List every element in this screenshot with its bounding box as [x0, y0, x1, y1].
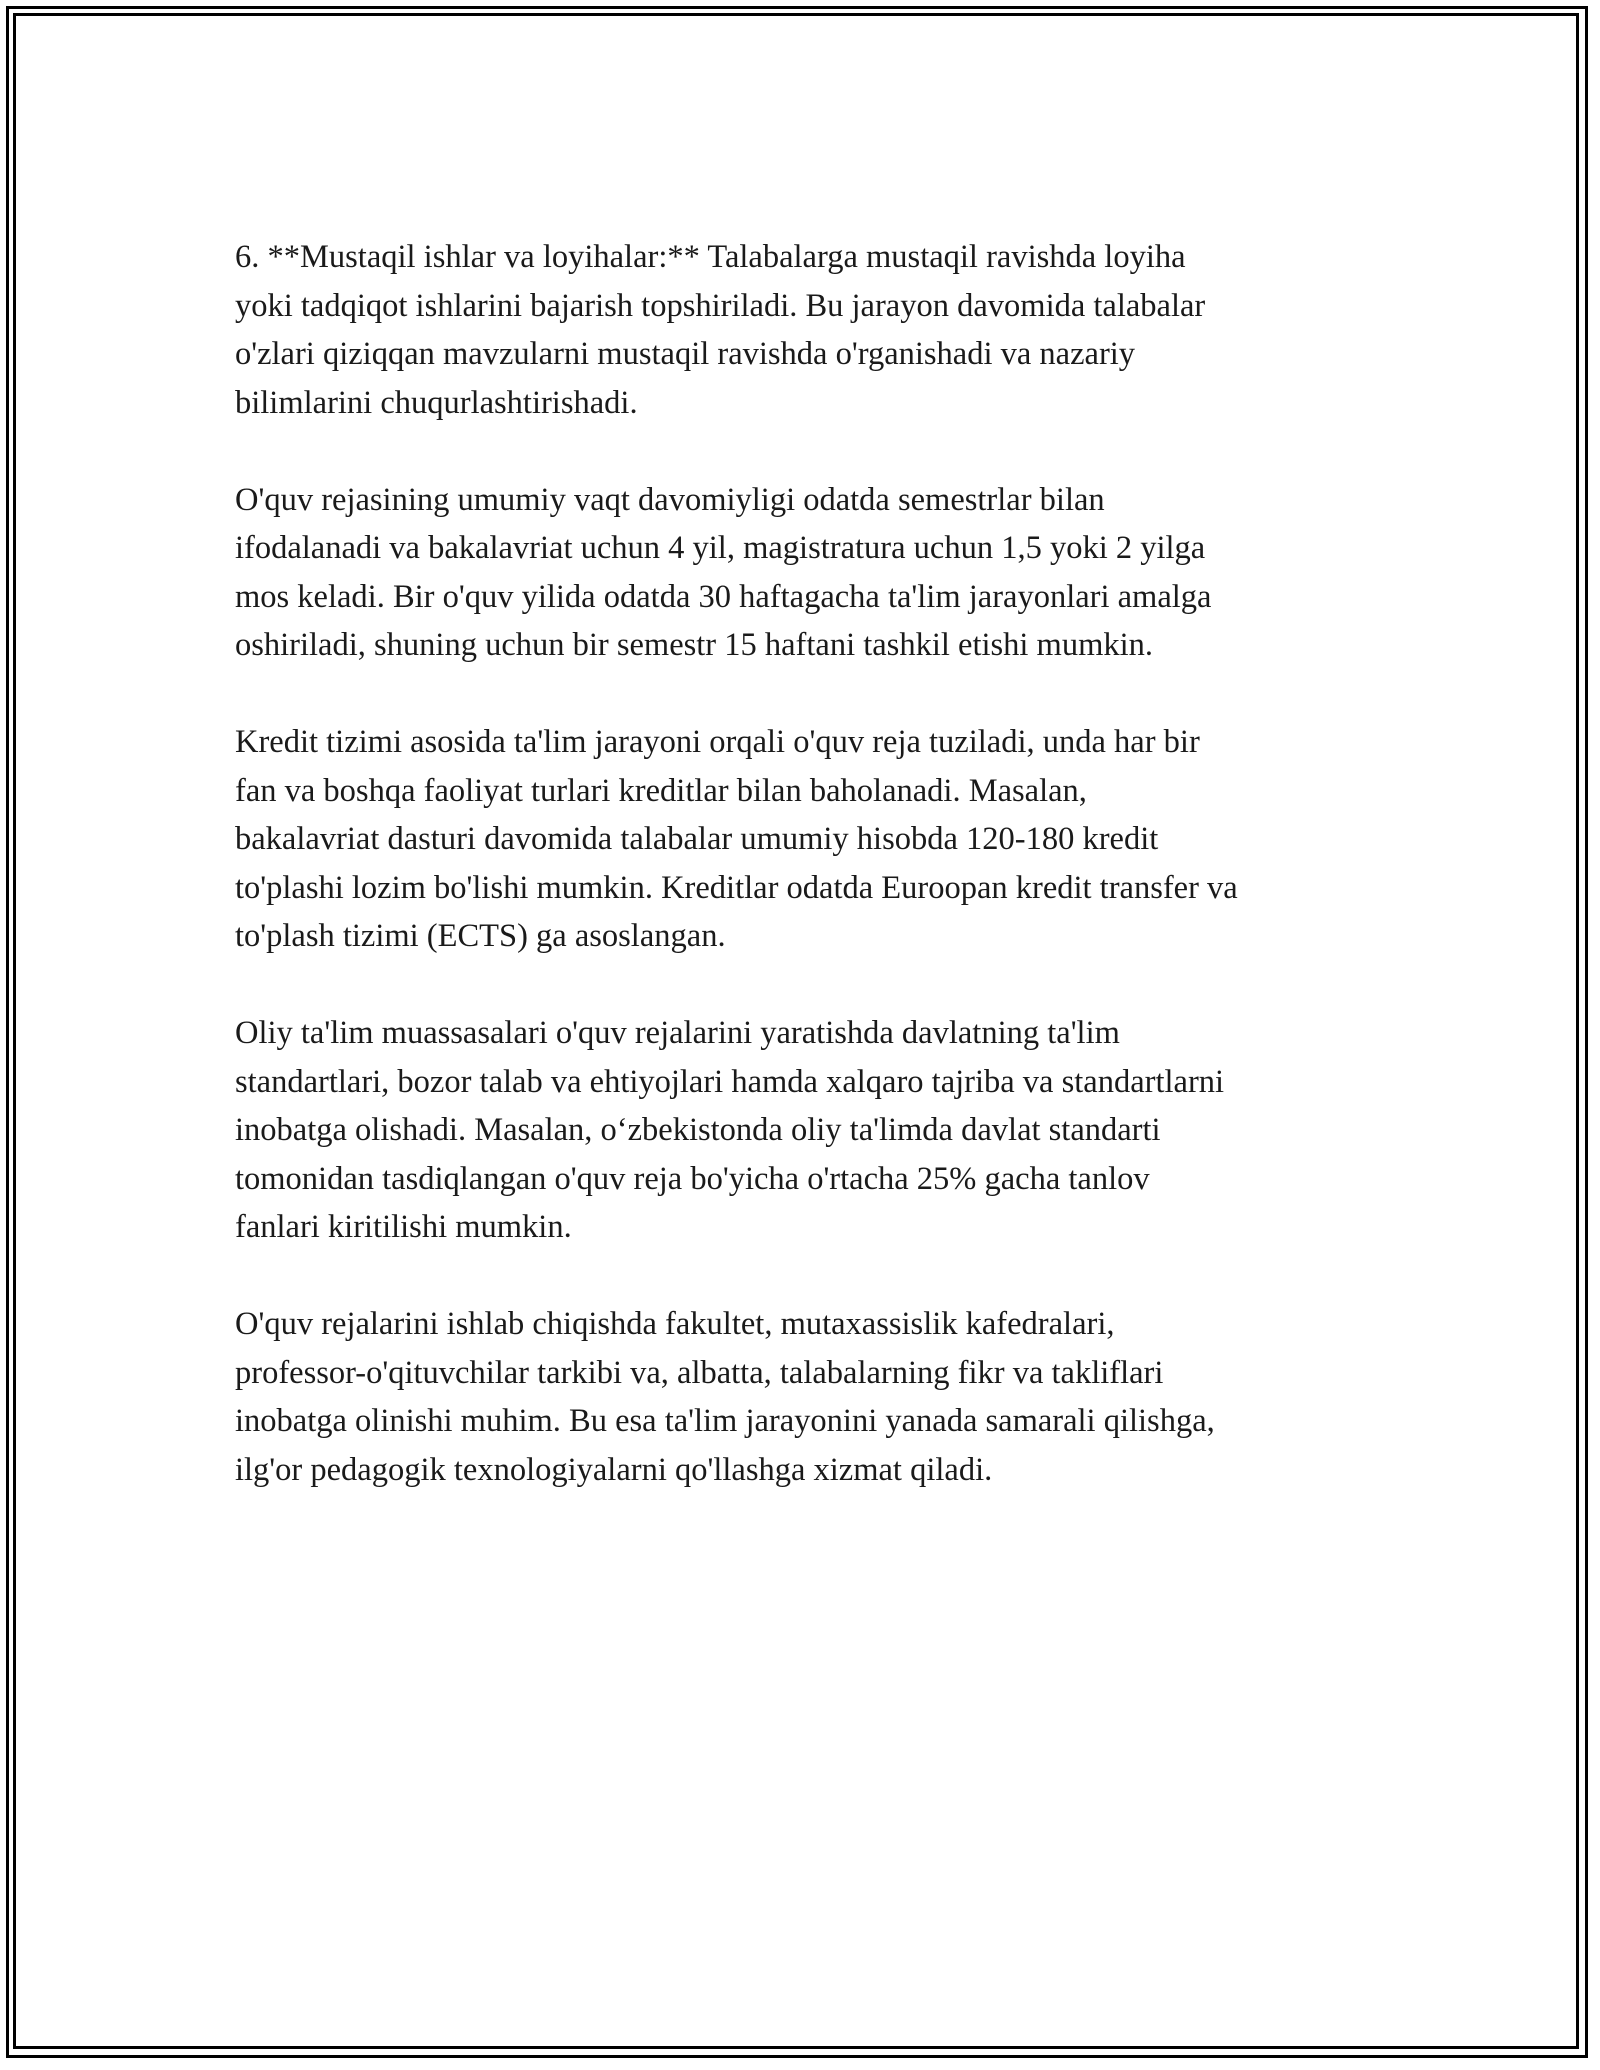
text-line: inobatga olishadi. Masalan, o‘zbekistonda oliy ta'limda davlat standarti — [235, 1112, 1161, 1148]
text-line: tomonidan tasdiqlangan o'quv reja bo'yicha o'rtacha 25% gacha tanlov — [235, 1160, 1150, 1197]
text-line: bilimlarini chuqurlashtirishadi. — [235, 384, 638, 421]
paragraph-oliy-talim — [235, 1009, 1385, 1252]
text-line: fan va boshqa faoliyat turlari kreditlar bilan baholanadi. Masalan, — [235, 772, 1087, 809]
text-line: O'quv rejalarini ishlab chiqishda fakultet, mutaxassislik kafedralari, — [235, 1306, 1115, 1342]
text-line: professor-o'qituvchilar tarkibi va, albatta, talabalarning fikr va takliflari — [235, 1354, 1164, 1391]
paragraph-ishlab-chiqish — [235, 1300, 1385, 1494]
text-line: inobatga olinishi muhim. Bu esa ta'lim jarayonini yanada samarali qilishga, — [235, 1403, 1215, 1439]
text-line: fanlari kiritilishi mumkin. — [235, 1209, 572, 1245]
text-line: mos keladi. Bir o'quv yilida odatda 30 haftagacha ta'lim jarayonlari amalga — [235, 578, 1212, 615]
paragraph-kredit-tizimi — [235, 718, 1385, 961]
paragraph-mustaqil-ishlar — [235, 233, 1385, 427]
paragraph-vaqt-davomiyligi — [235, 476, 1385, 670]
text-line: ilg'or pedagogik texnologiyalarni qo'llashga xizmat qiladi. — [235, 1451, 993, 1488]
text-line: bakalavriat dasturi davomida talabalar umumiy hisobda 120-180 kredit — [235, 821, 1159, 857]
text-line: ifodalanadi va bakalavriat uchun 4 yil, magistratura uchun 1,5 yoki 2 yilga — [235, 530, 1206, 566]
text-line: Kredit tizimi asosida ta'lim jarayoni orqali o'quv reja tuziladi, unda har bir — [235, 724, 1200, 760]
document-body — [235, 233, 1385, 1543]
text-line: to'plash tizimi (ECTS) ga asoslangan. — [235, 918, 726, 954]
text-line: 6. **Mustaqil ishlar va loyihalar:** Talabalarga mustaqil ravishda loyiha — [235, 239, 1186, 275]
text-line: standartlari, bozor talab va ehtiyojlari hamda xalqaro tajriba va standartlarni — [235, 1063, 1225, 1100]
text-line: to'plashi lozim bo'lishi mumkin. Kreditlar odatda Euroopan kredit transfer va — [235, 869, 1238, 906]
text-line: o'zlari qiziqqan mavzularni mustaqil ravishda o'rganishadi va nazariy — [235, 336, 1136, 372]
text-line: O'quv rejasining umumiy vaqt davomiyligi odatda semestrlar bilan — [235, 481, 1105, 518]
text-line: Oliy ta'lim muassasalari o'quv rejalarini yaratishda davlatning ta'lim — [235, 1015, 1120, 1051]
text-line: yoki tadqiqot ishlarini bajarish topshiriladi. Bu jarayon davomida talabalar — [235, 287, 1206, 324]
text-line: oshiriladi, shuning uchun bir semestr 15 haftani tashkil etishi mumkin. — [235, 627, 1154, 663]
